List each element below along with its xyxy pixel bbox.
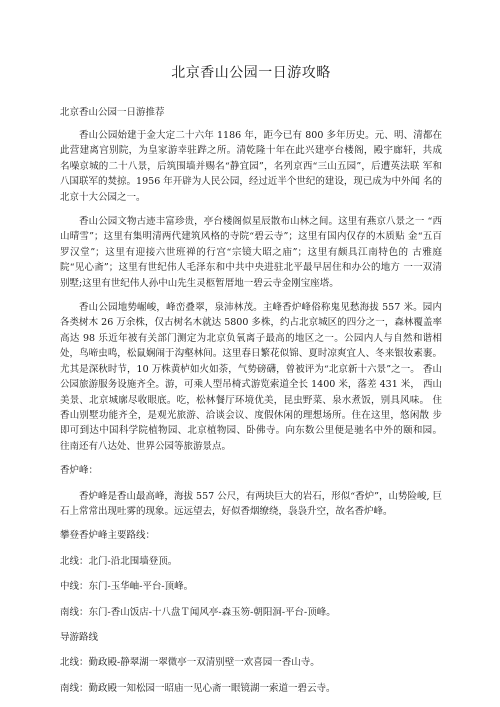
climb-route-north: 北线：北门-沿北围墙登顶。 [60, 555, 178, 567]
section-heading-xianglu: 香炉峰： [60, 465, 99, 477]
tour-route-south: 南线：勤政殿一知松园一昭庙一见心斋一眼镜湖一索道一碧云寺。 [60, 682, 336, 694]
tour-route-north: 北线：勤政殿-静翠湖一翠微亭一双清别壁一欢喜园一香山寺。 [60, 657, 320, 669]
page-subtitle: 北京香山公园一日游推荐 [60, 107, 165, 118]
climb-routes-heading: 攀登香炉峰主要路线： [60, 530, 156, 542]
climb-route-south: 南线：东门-香山饭店-十八盘Ｔ闻风亭-森玉笏-朝阳洞-平台-顶峰。 [60, 606, 336, 618]
tour-routes-heading: 导游路线 [60, 631, 99, 643]
paragraph-scenery: 香山公园地势崛峻，峰峦叠翠，泉沛林茂。主峰香炉峰俗称鬼见愁海拔 557 米。园内 各类树木 26 万余株，仅古树名木就达 5800 多株，约占北京城区的四分之一，森林覆盖率 高达 98 乐近年被有关部门测定为北京负氧离子最高的地区之一。公园内人与自然和谐相 处，鸟啼虫鸣，松鼠娴闹于沟壑林间。这里春日繁花似锦、夏时凉爽宜人、冬来银妆素裹。 尤其是深秋时节，10 万株黄栌如火如荼，气势磅礴，曾被评为“北京新十六景”之一。 香山公园旅游服务设施齐全。游，可乘人型吊椅式游览索道全长 1400 米，落差 431 米， 西山美景、北京城廓尽收眼底。吃，松林餐厅环境优美，昆虫野菜、泉水煮饭，别具风味。 住香山别墅功能齐全，是观光旅游、洽谈会议、度假休闲的理想场所。住在这里，悠闲散 步即可到达中国科学院植物园、北京植物园、卧佛寺。向东数公里便是驰名中外的颐和园。 往南还有八达处、世界公园等旅游景点。 [60, 302, 442, 452]
page-title: 北京香山公园一日游攻略 [171, 65, 331, 81]
paragraph-xianglu: 香炉峰是香山最高峰，海拔 557 公尺，有两块巨大的岩石，形似“香炉”，山势险峻, 巨石上常常出现吐雾的现象。远远望去，好似香烟缭绕，袅袅升空，故名香炉峰。 [60, 490, 442, 517]
paragraph-history: 香山公园始建于金大定二十六年 1186 年，距今已有 800 多年历史。元、明、清都在 此营建离宫别院，为皇家游幸驻跸之所。清乾隆十年在此兴建亭台楼阁，殿宇廊轩，共成 名噪京城的二十八景，后筑围墙并赐名“静宜园”，名列京西“三山五园”，后遭英法联 军和八国联军的焚掠。1956 年开辟为人民公园，经过近半个世纪的建设，现已成为中外闻 名的北京十大公园之一。 [60, 130, 442, 203]
climb-route-middle: 中线：东门-玉华岫-平台-顶峰。 [60, 581, 194, 593]
paragraph-relics: 香山公园文物古迹丰富珍贵，亭台楼阁似星辰散布山林之间。这里有燕京八景之一 “西山晴雪”；这里有集明清两代建筑风格的寺院“碧云寺”；这里有国内仅存的木质贴 金“五百罗汉堂”；这里有迎接六世班禅的行宫“宗镜大昭之庙”；这里有颇具江南特色的 古雅庭院“见心斋”；这里有世纪伟人毛泽东和中共中央进驻北平最早居住和办公的地方 一一双清别墅;这里有世纪伟人孙中山先生灵柩暂厝地一碧云寺金刚宝座塔。 [60, 216, 442, 289]
